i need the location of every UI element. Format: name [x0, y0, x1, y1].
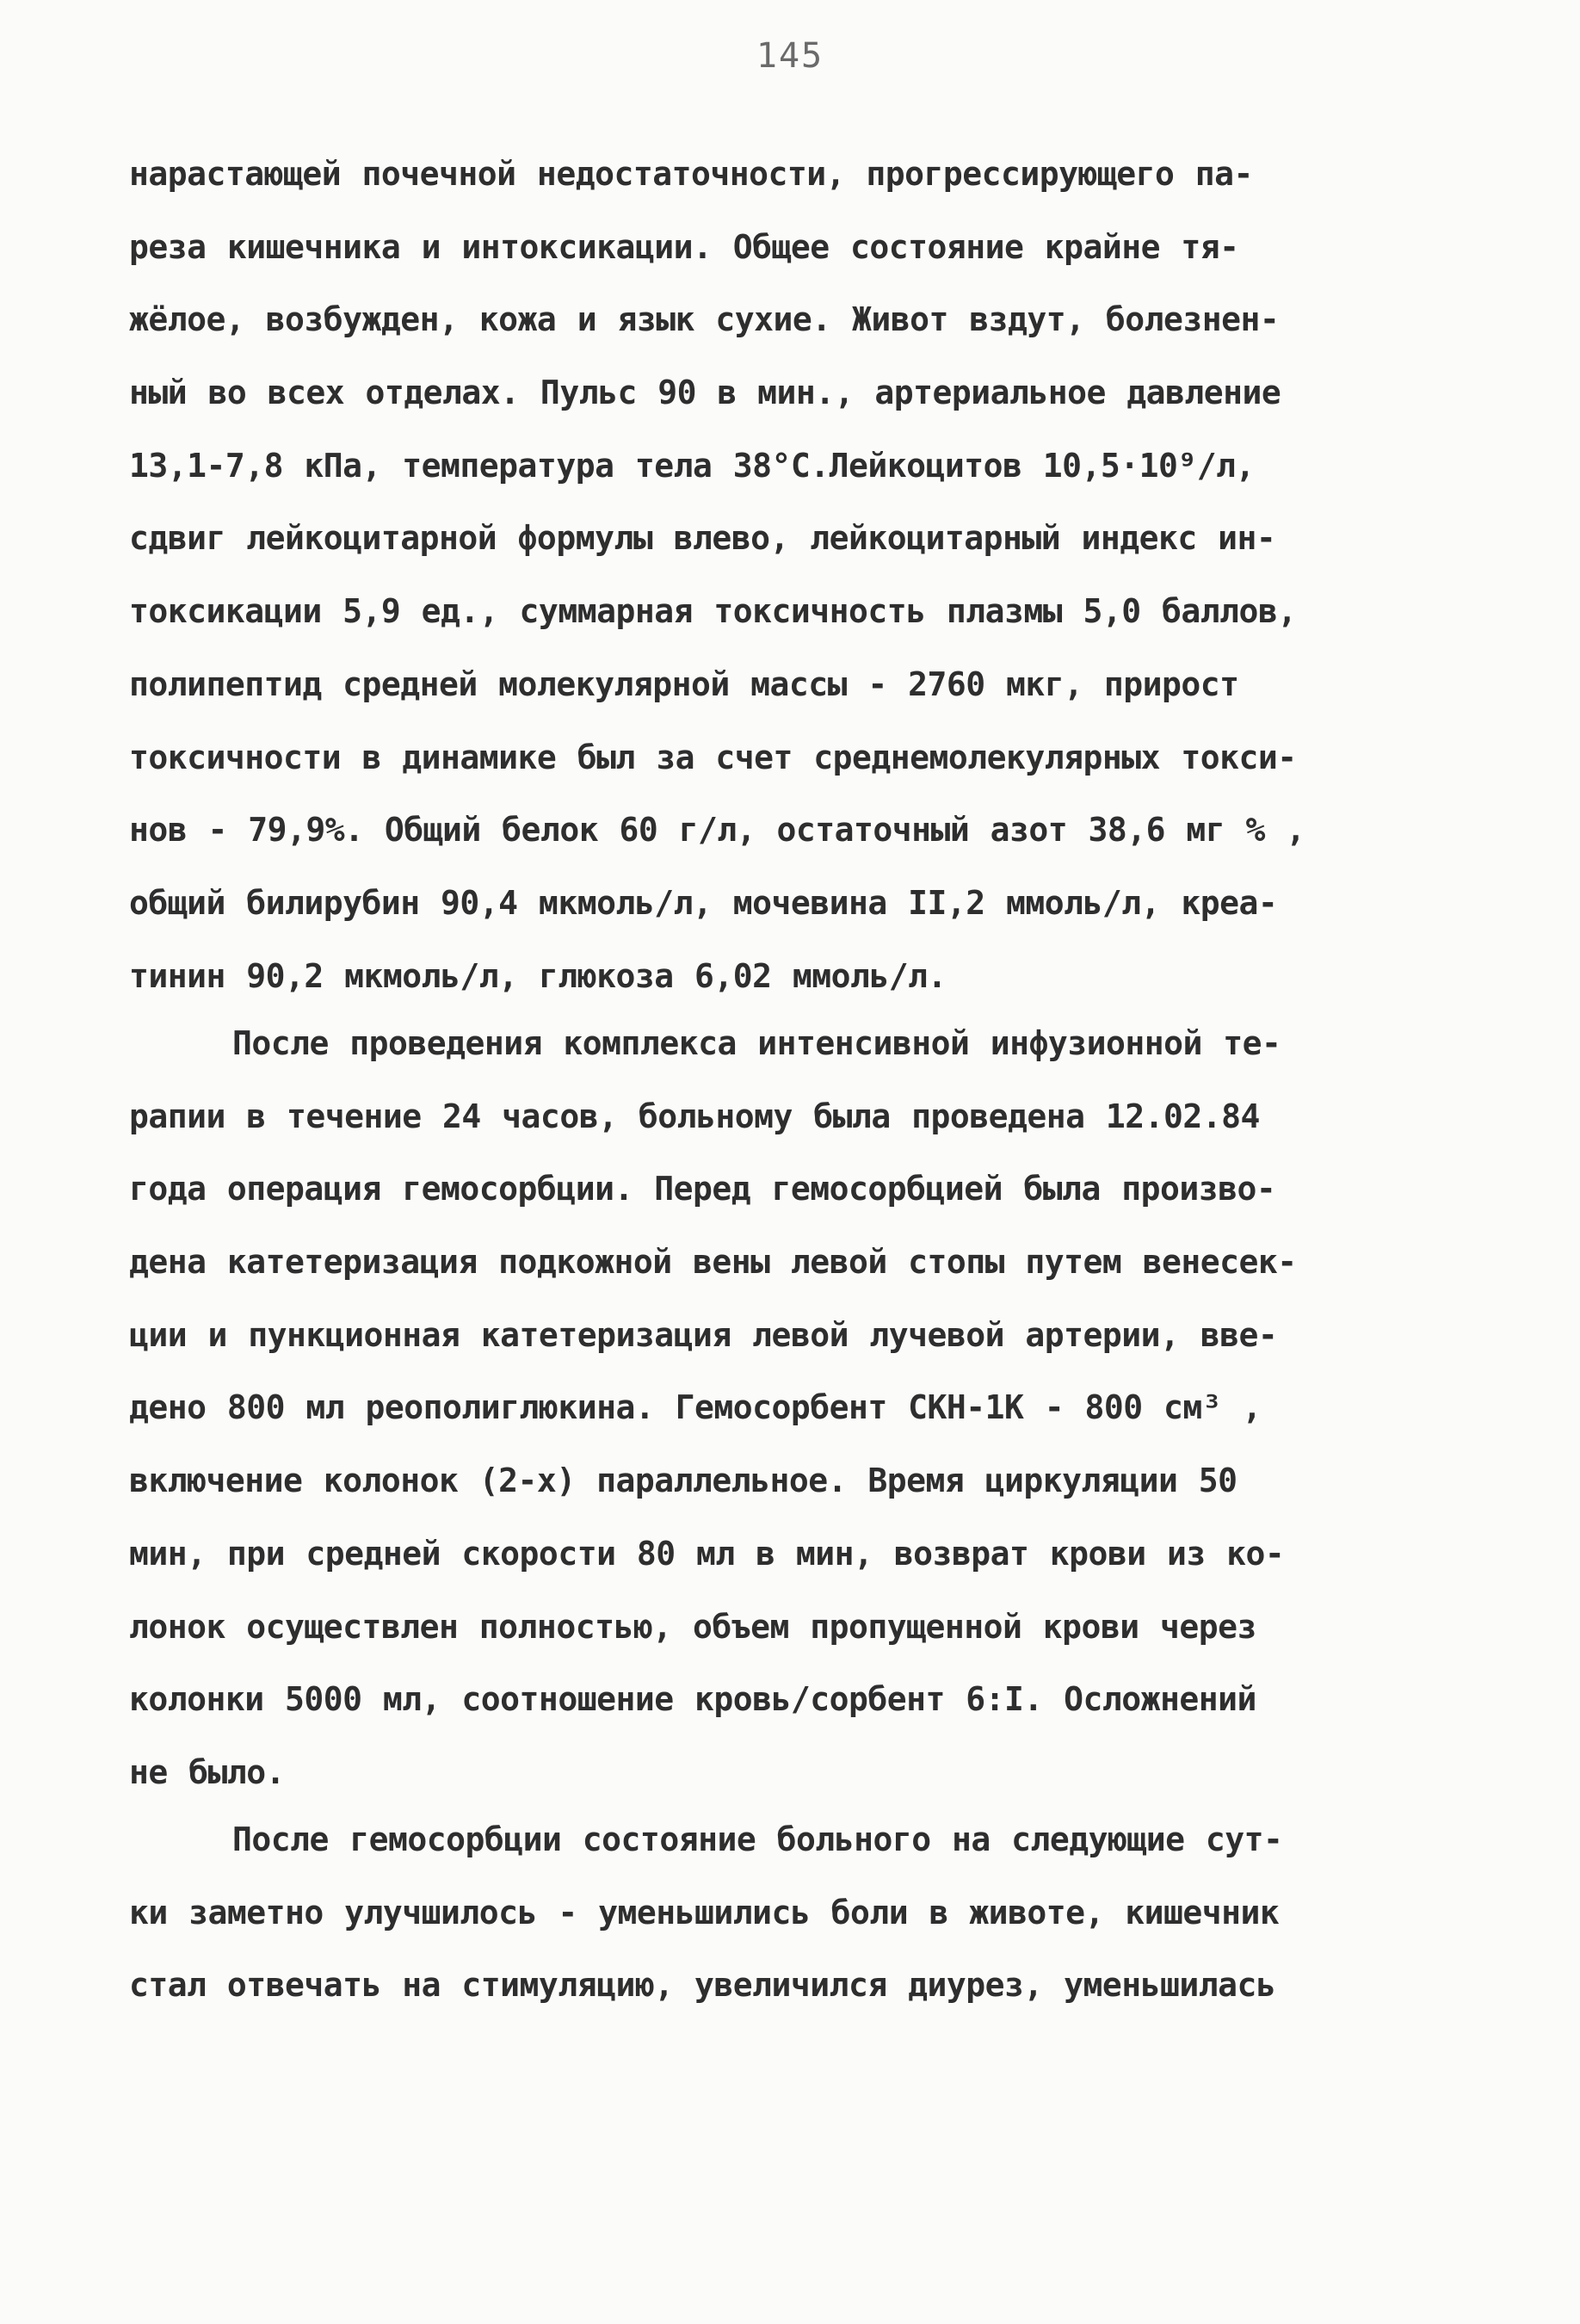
- text-line: После проведения комплекса интенсивной инфузионной те-: [232, 1024, 1281, 1062]
- text-line: ный во всех отделах. Пульс 90 в мин., артериальное давление: [129, 374, 1281, 412]
- text-line: колонки 5000 мл, соотношение кровь/сорбент 6:I. Осложнений: [129, 1680, 1256, 1719]
- text-line: реза кишечника и интоксикации. Общее состояние крайне тя-: [129, 227, 1239, 266]
- paragraph-2: [129, 1007, 1446, 1809]
- text-line: ки заметно улучшилось - уменьшились боли в животе, кишечник: [129, 1893, 1280, 1932]
- text-line: сдвиг лейкоцитарной формулы влево, лейкоцитарный индекс ин-: [129, 519, 1276, 558]
- paragraph-3: [129, 1803, 1446, 2022]
- text-line: дено 800 мл реополиглюкина. Гемосорбент СКН-1К - 800 см³ ,: [129, 1388, 1262, 1427]
- text-line: нарастающей почечной недостаточности, прогрессирующего па-: [129, 155, 1253, 193]
- text-line: рапии в течение 24 часов, больному была проведена 12.02.84: [129, 1097, 1260, 1135]
- text-line: После гемосорбции состояние больного на следующие сут-: [232, 1820, 1283, 1858]
- text-line: токсичности в динамике был за счет среднемолекулярных токси-: [129, 738, 1297, 776]
- paragraph-1: [129, 138, 1446, 1012]
- text-line: включение колонок (2-х) параллельное. Время циркуляции 50: [129, 1462, 1237, 1500]
- page-number: 145: [756, 36, 824, 76]
- text-line: стал отвечать на стимуляцию, увеличился диурез, уменьшилась: [129, 1966, 1276, 2005]
- text-line: ции и пункционная катетеризация левой лучевой артерии, вве-: [129, 1315, 1278, 1354]
- text-line: дена катетеризация подкожной вены левой стопы путем венесек-: [129, 1243, 1297, 1282]
- text-line: токсикации 5,9 ед., суммарная токсичность плазмы 5,0 баллов,: [129, 592, 1297, 631]
- text-line: года операция гемосорбции. Перед гемосорбцией была произво-: [129, 1170, 1276, 1208]
- text-line: лонок осуществлен полностью, объем пропущенной крови через: [129, 1607, 1256, 1646]
- text-line: общий билирубин 90,4 мкмоль/л, мочевина II,2 ммоль/л, креа-: [129, 883, 1278, 922]
- text-line: не было.: [129, 1752, 286, 1791]
- text-line: нов - 79,9%. Общий белок 60 г/л, остаточный азот 38,6 мг % ,: [129, 811, 1305, 850]
- text-line: жёлое, возбужден, кожа и язык сухие. Живот вздут, болезнен-: [129, 300, 1280, 339]
- text-line: тинин 90,2 мкмоль/л, глюкоза 6,02 ммоль/л.: [129, 956, 947, 995]
- text-line: полипептид средней молекулярной массы - 2760 мкг, прирост: [129, 664, 1239, 703]
- text-line: 13,1-7,8 кПа, температура тела 38°С.Лейкоцитов 10,5·10⁹/л,: [129, 446, 1255, 485]
- text-line: мин, при средней скорости 80 мл в мин, возврат крови из ко-: [129, 1534, 1285, 1573]
